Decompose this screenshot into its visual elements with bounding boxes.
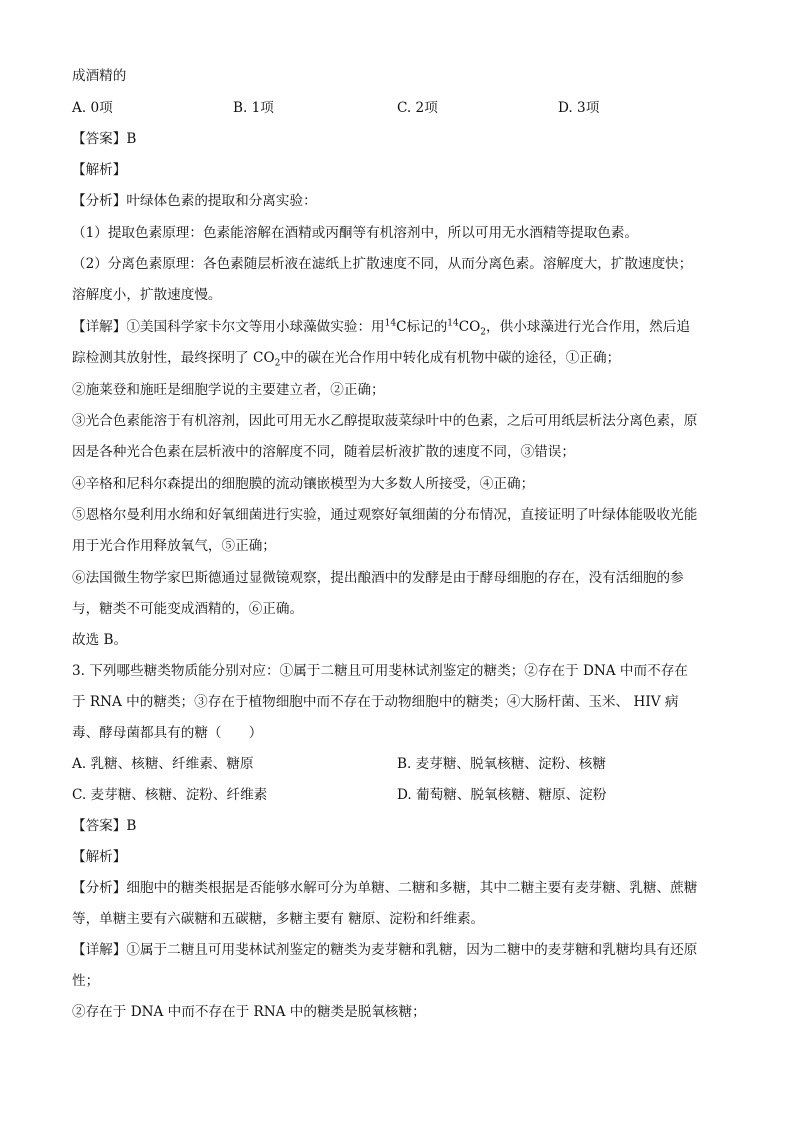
q2-xiangjie-1b — [72, 348, 620, 368]
q2-xiangjie-1a-mid1: C标记的 — [396, 319, 448, 335]
q3-xiangjie-1a: 【详解】①属于二糖且可用斐林试剂鉴定的糖类为麦芽糖和乳糖，因为二糖中的麦芽糖和乳糖均具有还原 — [72, 942, 698, 958]
q2-xiangjie-1b-pre: 踪检测其放射性，最终探明了 CO — [72, 350, 275, 366]
q3-option-a: A. 乳糖、核糖、纤维素、糖原 — [72, 756, 254, 772]
isotope-superscript: 14 — [384, 318, 397, 329]
q3-option-d: D. 葡萄糖、脱氧核糖、糖原、淀粉 — [397, 787, 607, 803]
q2-fenxi-1: （1）提取色素原理：色素能溶解在酒精或丙酮等有机溶剂中，所以可用无水酒精等提取色素。 — [72, 225, 638, 241]
q2-stem-tail: 成酒精的 — [72, 68, 127, 84]
q2-xiangjie-3b: 因是各种光合色素在层析液中的溶解度不同，随着层析液扩散的速度不同，③错误； — [72, 444, 575, 460]
q2-option-c: C. 2项 — [397, 100, 438, 116]
q2-analysis-label: 【解析】 — [72, 162, 127, 178]
q2-answer: 【答案】B — [72, 131, 137, 147]
formula-subscript: 2 — [480, 327, 487, 338]
q2-xiangjie-6a: ⑥法国微生物学家巴斯德通过显微镜观察，提出酿酒中的发酵是由于酵母细胞的存在，没有活细胞的参 — [72, 570, 684, 586]
q3-option-b: B. 麦芽糖、脱氧核糖、淀粉、核糖 — [397, 756, 606, 772]
q2-xiangjie-1a-mid2: CO — [458, 319, 481, 335]
formula-subscript: 2 — [274, 358, 281, 369]
q2-xiangjie-1b-post: 中的碳在光合作用中转化成有机物中碳的途径，①正确； — [280, 350, 621, 366]
q2-fenxi: 【分析】叶绿体色素的提取和分离实验： — [72, 193, 317, 209]
q3-stem-a: 3. 下列哪些糖类物质能分别对应：①属于二糖且可用斐林试剂鉴定的糖类；②存在于 DNA 中而不存在 — [72, 663, 688, 679]
q3-xiangjie-2: ②存在于 DNA 中而不存在于 RNA 中的糖类是脱氧核糖； — [72, 1004, 426, 1020]
q2-fenxi-2b: 溶解度小，扩散速度慢。 — [72, 287, 222, 303]
q2-xiangjie-1a — [72, 317, 690, 337]
q2-xiangjie-5a: ⑤恩格尔曼利用水绵和好氧细菌进行实验，通过观察好氧细菌的分布情况，直接证明了叶绿体能吸收光能 — [72, 507, 698, 523]
q3-analysis-label: 【解析】 — [72, 849, 127, 865]
q3-stem-b: 于 RNA 中的糖类；③存在于植物细胞中而不存在于动物细胞中的糖类；④大肠杆菌、玉米、 HIV 病 — [72, 694, 679, 710]
isotope-superscript: 14 — [447, 318, 459, 329]
q2-option-a: A. 0项 — [72, 100, 113, 116]
q3-fenxi-a: 【分析】细胞中的糖类根据是否能够水解可分为单糖、二糖和多糖，其中二糖主要有麦芽糖、乳糖、蔗糖 — [72, 880, 698, 896]
q3-option-c: C. 麦芽糖、核糖、淀粉、纤维素 — [72, 787, 268, 803]
q3-fenxi-b: 等，单糖主要有六碳糖和五碳糖，多糖主要有 糖原、淀粉和纤维素。 — [72, 911, 485, 927]
q2-conclusion: 故选 B。 — [72, 632, 128, 648]
q2-xiangjie-5b: 用于光合作用释放氧气，⑤正确； — [72, 538, 276, 554]
q2-xiangjie-1a-pre: 【详解】①美国科学家卡尔文等用小球藻做实验：用 — [72, 319, 385, 335]
q2-xiangjie-4: ④辛格和尼科尔森提出的细胞膜的流动镶嵌模型为大多数人所接受，④正确； — [72, 476, 535, 492]
q2-xiangjie-6b: 与，糖类不可能变成酒精的，⑥正确。 — [72, 601, 304, 617]
q2-fenxi-2a: （2）分离色素原理：各色素随层析液在滤纸上扩散速度不同，从而分离色素。溶解度大，扩散速度快； — [72, 256, 693, 272]
q3-xiangjie-1b: 性； — [72, 973, 100, 989]
q2-xiangjie-1a-post: ，供小球藻进行光合作用，然后追 — [486, 319, 690, 335]
q3-stem-c: 毒、酵母菌都具有的糖（ ） — [72, 725, 263, 741]
q2-option-d: D. 3项 — [558, 100, 600, 116]
q3-answer: 【答案】B — [72, 818, 137, 834]
q2-xiangjie-2: ②施莱登和施旺是细胞学说的主要建立者，②正确； — [72, 382, 385, 398]
q2-xiangjie-3a: ③光合色素能溶于有机溶剂，因此可用无水乙醇提取菠菜绿叶中的色素，之后可用纸层析法分离色素，原 — [72, 413, 698, 429]
q2-option-b: B. 1项 — [233, 100, 274, 116]
